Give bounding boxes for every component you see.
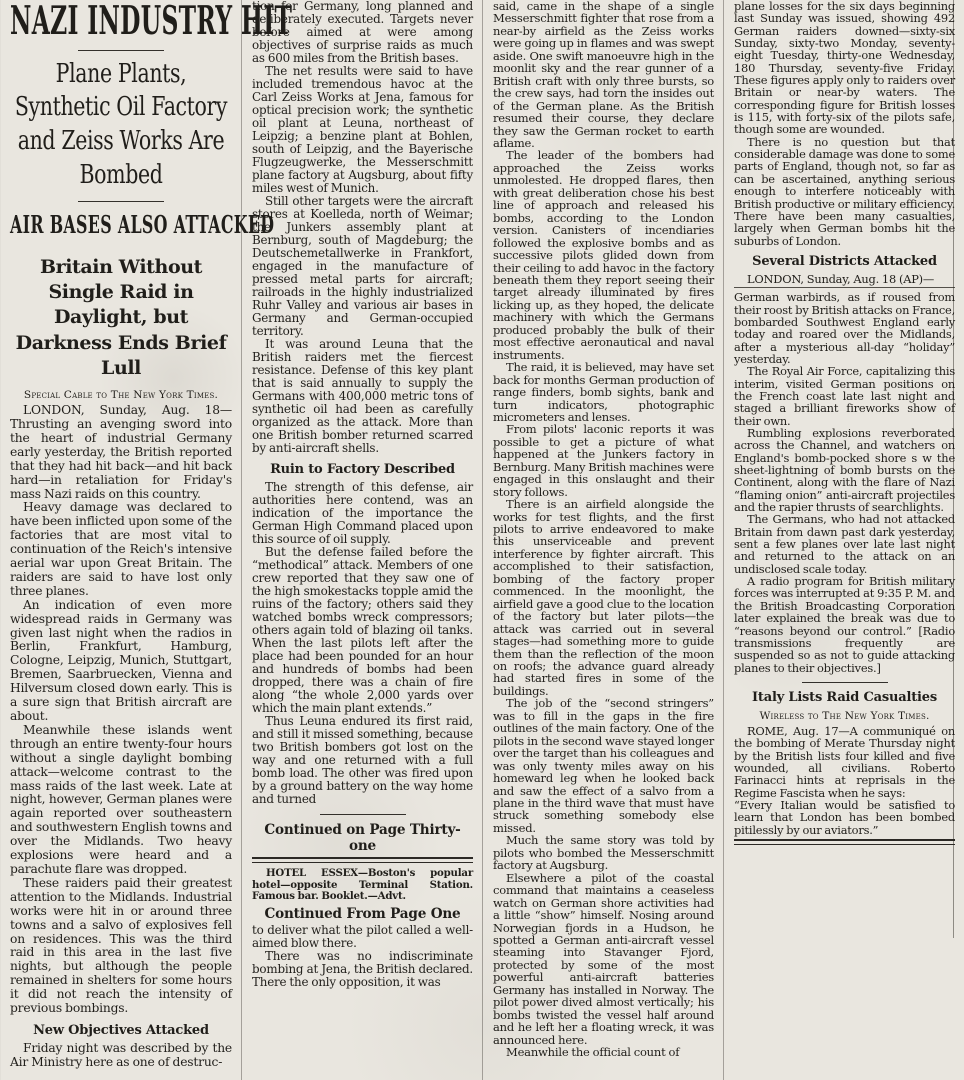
article-paragraph: But the defense failed before the “methodical” attack. Members of one crew reported that they saw one of the high smokestacks topple amid the ruins of the factory; others said they watched bombs wreck compressors; others again told of blazing oil tanks. When the last pilots left after the place had been pounded for an hour and hundreds of bombs had been dropped, there was a chain of fire along “the whole 2,000 yards over which the main plant extends.” [252, 545, 473, 715]
article-paragraph: The job of the “second stringers” was to fill in the gaps in the fire outlines of the main factory. One of the pilots in the second wave stayed longer over the target than his colleagues and was only twenty miles away on his homeward leg when he looked back and saw the effect of a salvo from a plane in the third wave that must have struck something somebody else missed. [493, 696, 714, 835]
short-divider-rule [78, 201, 164, 202]
article-paragraph: ROME, Aug. 17—A communiqué on the bombing of Merate Thursday night by the British lists four killed and five wounded, all civilians. Roberto Farinacci hints at reprisals in the Regime Fascista when he says: [734, 723, 955, 800]
article-paragraph: Meanwhile these islands went through an entire twenty-four hours without a single daylight bombing attack—welcome contrast to the mass raids of the last week. Late at night, however, German planes were again reported over southeastern and southwestern English towns and over the Midlands. Two heavy explosions were heard and a parachute flare was dropped. [10, 722, 232, 876]
short-divider-rule [802, 682, 888, 683]
headline-main: NAZI INDUSTRY HIT [10, 0, 293, 44]
article-paragraph: Meanwhile the official count of [506, 1045, 680, 1060]
article-paragraph-continued: tion for Germany, long planned and deliberately executed. Targets never before aimed at were among objectives of surprise raids as much as 600 miles from the British bases. [252, 0, 473, 65]
headline-subhead: AIR BASES ALSO ATTACKED [10, 209, 275, 239]
short-divider-rule [78, 50, 164, 51]
article-paragraph: There is an airfield alongside the works for test flights, and the first pilots to arrive endeavored to make this unserviceable and prevent interference by fighter aircraft. This accomplished to their satisfaction, bombing of the factory proper commenced. In the moonlight, the airfield gave a good clue to the location of the factory but later pilots—the attack was carried out in several stages—had something more to guide them than the reflection of the moon on roofs; the advance guard already had started fires in some of the buildings. [493, 497, 714, 698]
article-paragraph: Still other targets were the aircraft stores at Koelleda, north of Weimar; the Junkers assembly plant at Bernburg, south of Magdeburg; the Deutschemetallwerke in Frankfort, engaged in the manufacture of pressed metal parts for aircraft; railroads in the highly industrialized Ruhr Valley and various air bases in Germany and German-occupied territory. [252, 194, 473, 338]
short-divider-rule [320, 814, 406, 815]
wire-credit: Wireless to The New York Times. [759, 709, 930, 722]
column-2 [241, 0, 482, 1080]
wire-credit: Special Cable to The New York Times. [23, 389, 219, 402]
article-paragraph: Rumbling explosions reverborated across the Channel, and watchers on England's bomb-pocked shore s w the sheet-lightning of bomb bursts on the Continent, along with the flare of Nazi “flaming onion” anti-aircraft projectiles and the rapier thrusts of searchlights. [734, 426, 955, 515]
column-1 [0, 0, 293, 1080]
article-paragraph: LONDON, Sunday, Aug. 18—Thrusting an avenging sword into the heart of industrial Germany early yesterday, the British reported that they had hit back—and hit back hard—in retaliation for Friday's mass Nazi raids on this country. [10, 403, 232, 501]
section-subhead: Ruin to Factory Described [270, 462, 455, 477]
double-divider-rule [252, 857, 473, 863]
article-paragraph: The leader of the bombers had approached the Zeiss works unmolested. He dropped flares, then with great deliberation chose his best line of approach and released his bombs, according to the London version. Canisters of incendiaries followed the explosive bombs and as successive pilots glided down from their ceiling to add havoc in the factory beneath them they report seeing their target already illuminated by fires licking up, as they hoped, the delicate machinery with which the Germans produced probably the bulk of their most effective aeronautical and naval instruments. [493, 148, 714, 362]
double-divider-rule [734, 839, 955, 845]
article-paragraph: These raiders paid their greatest attention to the Midlands. Industrial works were hit in or around three towns and a salvo of explosives fell on residences. This was the third raid in this area in the last five nights, but although the people remained in shelters for some hours it did not reach the intensity of previous bombings. [10, 875, 232, 1016]
article-paragraph: Thus Leuna endured its first raid, and still it missed something, because two British bombers got lost on the way and one returned with a full bomb load. The other was fired upon by a ground battery on the way home and turned [252, 714, 473, 806]
article-paragraph: Friday night was described by the Air Ministry here as one of destruc- [10, 1040, 232, 1069]
article-paragraph: A radio program for British military forces was interrupted at 9:35 P. M. and the British Broadcasting Corporation later explained the break was due to “reasons beyond our control.” [Radio transmissions frequently are suspended so as not to guide attacking planes to their objectives.] [734, 574, 955, 675]
article-paragraph: The strength of this defense, air authorities here contend, was an indication of the importance the German High Command placed upon this source of oil supply. [252, 480, 473, 546]
article-paragraph-continued: “Every Italian would be satisfied to learn that London has been bombed pitilessly by our aviators.” [734, 797, 955, 837]
section-subhead: New Objectives Attacked [33, 1022, 209, 1038]
article-paragraph: Heavy damage was declared to have been inflicted upon some of the factories that are most vital to continuation of the Reich's intensive aerial war upon Great Britain. The raiders are said to have lost only three planes. [10, 500, 232, 598]
article-paragraph: The raid, it is believed, may have set back for months German production of range finders, bomb sights, bank and turn indicators, photographic micrometers and lenses. [493, 360, 714, 424]
continuation-notice: Continued From Page One [264, 905, 461, 922]
classified-ad: HOTEL ESSEX—Boston's popular hotel—opposite Terminal Station. Famous bar. Booklet.—Advt. [252, 867, 473, 903]
article-paragraph: From pilots' laconic reports it was possible to get a picture of what happened at the Junkers factory in Bernburg. Many British machines were engaged in this onslaught and their story follows. [493, 422, 714, 499]
section-subhead: Several Districts Attacked [752, 253, 937, 269]
headline-deck: Plane Plants, Synthetic Oil Factory and Zeiss Works Are Bombed [14, 58, 228, 190]
article-paragraph: The Royal Air Force, capitalizing this interim, visited German positions on the French coast late last night and staged a brilliant fireworks show of their own. [734, 364, 955, 428]
continuation-notice: Continued on Page Thirty-one [264, 822, 461, 854]
column-3 [482, 0, 723, 1080]
column-4 [723, 0, 964, 1080]
article-paragraph: Elsewhere a pilot of the coastal command that maintains a ceaseless watch on German shore activities had a little “show” himself. Nosing around Norwegian fjords in a Hudson, he spotted a German anti-aircraft vessel steaming into Stavanger Fjord, protected by some of the most powerful anti-aircraft batteries Germany has installed in Norway. The pilot power dived almost vertically; his bombs twisted the vessel half around and he left her a floating wreck, it was announced here. [493, 870, 714, 1047]
headline-bank: Britain Without Single Raid in Daylight, but Darkness Ends Brief Lull [15, 255, 227, 379]
article-paragraph: The Germans, who had not attacked Britain from dawn past dark yesterday, sent a few planes over late last night and returned to the attack on an undisclosed scale today. [734, 512, 955, 576]
article-paragraph: Much the same story was told by pilots who bombed the Messerschmitt factory at Augsburg. [493, 833, 714, 873]
full-divider-rule [734, 287, 955, 288]
article-paragraph: An indication of even more widespread raids in Germany was given last night when the radios in Berlin, Frankfurt, Hamburg, Cologne, Leipzig, Munich, Stuttgart, Bremen, Saarbruecken, Vienna and Hilversum closed down early. This is a sure sign that British aircraft are about. [10, 597, 232, 723]
article-paragraph: There is no question but that considerable damage was done to some parts of England, though not, so far as can be ascertained, anything serious enough to interfere noticeably with British productive or military efficiency. There have been many casualties, largely when German bombs hit the suburbs of London. [734, 134, 955, 248]
section-subhead: Italy Lists Raid Casualties [752, 689, 937, 705]
article-paragraph: The net results were said to have included tremendous havoc at the Carl Zeiss Works at Jena, famous for optical precision work; the synthetic oil plant at Leuna, northeast of Leipzig; a benzine plant at Bohlen, south of Leipzig, and the Bayerische Flugzeugwerke, the Messerschmitt plane factory at Augsburg, about fifty miles west of Munich. [252, 64, 473, 195]
article-paragraph: It was around Leuna that the British raiders met the fiercest resistance. Defense of this key plant that is said annually to supply the Germans with 400,000 metric tons of synthetic oil had been as carefully organized as the attack. More than one British bomber returned scarred by anti-aircraft shells. [252, 337, 473, 455]
article-paragraph: There was no indiscriminate bombing at Jena, the British declared. There the only opposition, it was [252, 948, 473, 989]
article-paragraph: LONDON, Sunday, Aug. 18 (AP)— [747, 271, 935, 286]
article-paragraph-continued: German warbirds, as if roused from their roost by British attacks on France, bombarded Southwest England early today and roared over the Midlands, after a mysterious all-day “holiday” yesterday. [734, 290, 955, 366]
article-paragraph-continued: to deliver what the pilot called a well-aimed blow there. [252, 922, 473, 950]
article-paragraph-continued: said, came in the shape of a single Messerschmitt fighter that rose from a near-by airfield as the Zeiss works were going up in flames and was swept aside. One swift manoeuvre high in the moonlit sky and the rear gunner of a British craft with only three bursts, so the crew says, had torn the insides out of the German plane. As the British resumed their course, they declare they saw the German rocket to earth aflame. [493, 0, 714, 150]
article-paragraph-continued: plane losses for the six days beginning last Sunday was issued, showing 492 German raiders downed—sixty-six Sunday, sixty-two Monday, seventy-eight Tuesday, thirty-one Wednesday, 180 Thursday, seventy-five Friday. These figures apply only to raiders over Britain or near-by waters. The corresponding figure for British losses is 115, with forty-six of the pilots safe, though some are wounded. [734, 0, 955, 137]
